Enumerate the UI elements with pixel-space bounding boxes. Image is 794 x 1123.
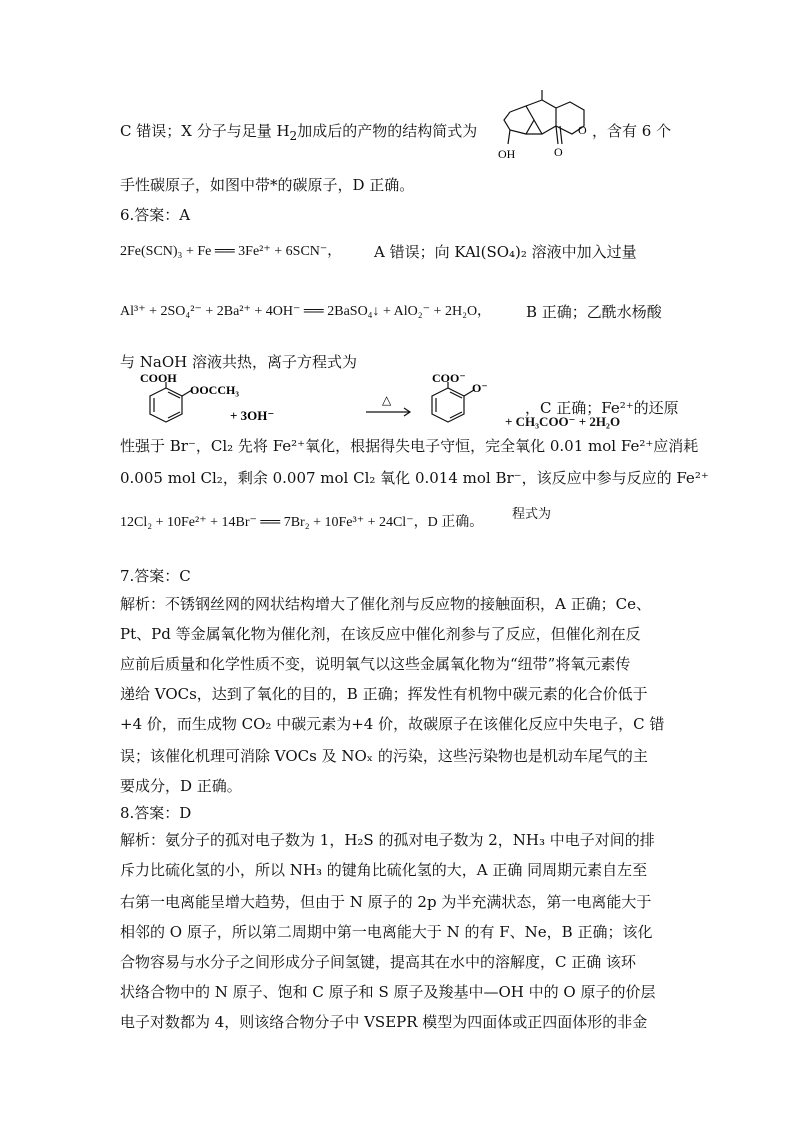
q7-line: +4 价，而生成物 CO₂ 中碳元素为+4 价，故碳原子在该催化反应中失电子，C 错: [120, 715, 665, 733]
text-line-4: B 正确；乙酰水杨酸: [526, 303, 662, 321]
equation-2: Al³⁺ + 2SO₄²⁻ + 2Ba²⁺ + 4OH⁻ ══ 2BaSO₄↓ + AlO₂⁻ + 2H₂O，: [120, 304, 492, 319]
carboxylate-label: COO⁻: [432, 372, 466, 385]
q8-line: 相邻的 O 原子，所以第二周期中第一电离能大于 N 的有 F、Ne，B 正确；该化: [120, 923, 653, 941]
q8-line: 电子对数都为 4，则该络合物分子中 VSEPR 模型为四面体或正四面体形的非金: [120, 1013, 648, 1031]
q8-line: 斥力比硫化氢的小，所以 NH₃ 的键角比硫化氢的大，A 正确 同周期元素自左至: [120, 861, 648, 879]
text-line-1: [120, 121, 477, 146]
text-segment: 加成后的产物的结构简式为: [297, 122, 478, 140]
text-line-5: 与 NaOH 溶液共热，离子方程式为: [120, 353, 357, 371]
ooccH3-label: OOCCH₃: [190, 383, 239, 397]
text-line-6: ，C 正确；Fe²⁺的还原: [525, 399, 679, 417]
keto-o-label: O: [554, 145, 563, 159]
q7-line: 应前后质量和化学性质不变，说明氧气以这些金属氧化物为“纽带”将氧元素传: [120, 655, 631, 673]
q7-line: Pt、Pd 等金属氧化物为催化剂，在该反应中催化剂参与了反应，但催化剂在反: [120, 625, 641, 643]
q8-line: 解析：氨分子的孤对电子数为 1，H₂S 的孤对电子数为 2，NH₃ 中电子对间的排: [120, 831, 655, 849]
oh-label: OH: [498, 147, 516, 161]
heat-condition: △: [382, 393, 392, 407]
q7-line: 误；该催化机理可消除 VOCs 及 NOₓ 的污染，这些污染物也是机动车尾气的主: [120, 747, 648, 765]
reaction-right-term: + CH₃COO⁻ + 2H₂O: [505, 414, 621, 429]
q8-line: 合物容易与水分子之间形成分子间氢键，提高其在水中的溶解度，C 正确 该环: [120, 953, 637, 971]
q7-line: 要成分，D 正确。: [120, 777, 242, 795]
ring-o-label: O: [578, 123, 587, 137]
text-line-1-tail: ，含有 6 个: [592, 122, 672, 140]
cooh-label: COOH: [140, 372, 177, 385]
text-line-2: 手性碳原子，如图中带*的碳原子，D 正确。: [120, 176, 415, 194]
reaction-middle-term: + 3OH⁻: [230, 408, 275, 423]
text-line-9-tail: 程式为: [512, 507, 552, 522]
subscript: 2: [289, 129, 298, 143]
equation-3: 12Cl₂ + 10Fe²⁺ + 14Br⁻ ══ 7Br₂ + 10Fe³⁺ + 24Cl⁻，D 正确。: [120, 515, 484, 530]
q8-line: 状络合物中的 N 原子、饱和 C 原子和 S 原子及羧基中—OH 中的 O 原子的价层: [120, 983, 656, 1001]
q7-line: 解析：不锈钢丝网的网状结构增大了催化剂与反应物的接触面积，A 正确；Ce、: [120, 595, 651, 613]
text-line-7: 性强于 Br⁻，Cl₂ 先将 Fe²⁺氧化，根据得失电子守恒，完全氧化 0.01 mol Fe²⁺应消耗: [120, 437, 699, 455]
text-segment: C 错误；X 分子与足量 H: [120, 122, 290, 140]
hydrogenated-product-structure: [490, 90, 590, 170]
q7-line: 递给 VOCs，达到了氧化的目的，B 正确；挥发性有机物中碳元素的化合价低于: [120, 685, 648, 703]
answer-6-title: 6.答案：A: [120, 206, 191, 224]
equation-1: 2Fe(SCN)₃ + Fe ══ 3Fe²⁺ + 6SCN⁻，: [120, 244, 342, 259]
text-line-8: 0.005 mol Cl₂，剩余 0.007 mol Cl₂ 氧化 0.014 mol Br⁻，该反应中参与反应的 Fe²⁺: [120, 469, 709, 487]
phenoxide-label: O⁻: [472, 381, 488, 395]
aspirin-reaction-scheme: [120, 372, 520, 442]
answer-8-title: 8.答案：D: [120, 804, 192, 822]
text-line-3: A 错误；向 KAl(SO₄)₂ 溶液中加入过量: [374, 243, 637, 261]
q8-line: 右第一电离能呈增大趋势，但由于 N 原子的 2p 为半充满状态，第一电离能大于: [120, 893, 652, 911]
answer-7-title: 7.答案：C: [120, 567, 191, 585]
